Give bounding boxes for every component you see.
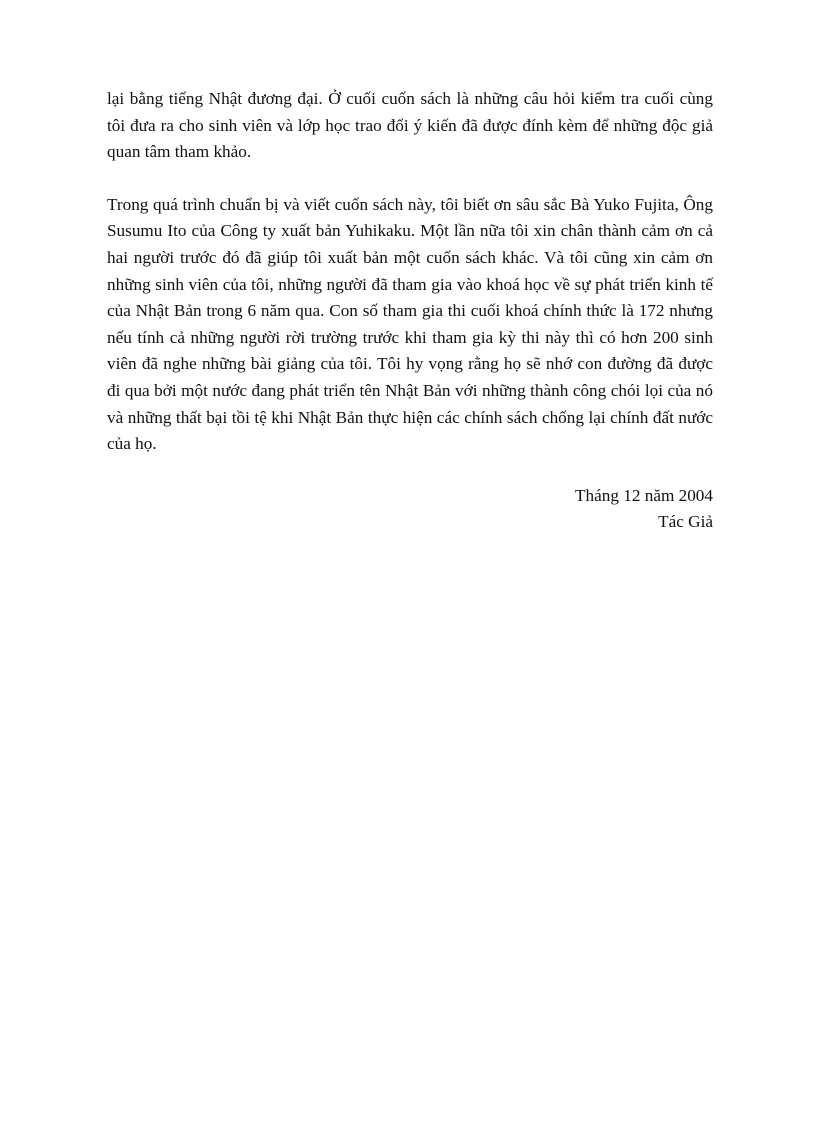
signature-block	[107, 483, 713, 536]
paragraph-acknowledgements: Trong quá trình chuẩn bị và viết cuốn sách này, tôi biết ơn sâu sắc Bà Yuko Fujita, Ông Susumu Ito của Công ty xuất bản Yuhikaku. Một lần nữa tôi xin chân thành cảm ơn cả hai người trước đó đã giúp tôi xuất bản một cuốn sách khác. Và tôi cũng xin cảm ơn những sinh viên của tôi, những người đã tham gia vào khoá học về sự phát triển kinh tế của Nhật Bản trong 6 năm qua. Con số tham gia thi cuối khoá chính thức là 172 nhưng nếu tính cả những người rời trường trước khi tham gia kỳ thi này thì có hơn 200 sinh viên đã nghe những bài giảng của tôi. Tôi hy vọng rằng họ sẽ nhớ con đường đã được đi qua bởi một nước đang phát triển tên Nhật Bản với những thành công chói lọi của nó và những thất bại tồi tệ khi Nhật Bản thực hiện các chính sách chống lại chính đất nước của họ.	[107, 194, 713, 454]
document-page	[107, 86, 713, 536]
paragraph-closing-notes: lại bằng tiếng Nhật đương đại. Ở cuối cuốn sách là những câu hỏi kiểm tra cuối cùng tôi đưa ra cho sinh viên và lớp học trao đổi ý kiến đã được đính kèm để những độc giả quan tâm tham khảo.	[107, 89, 713, 162]
signature-date: Tháng 12 năm 2004	[575, 485, 713, 505]
signature-author: Tác Giả	[658, 512, 713, 532]
